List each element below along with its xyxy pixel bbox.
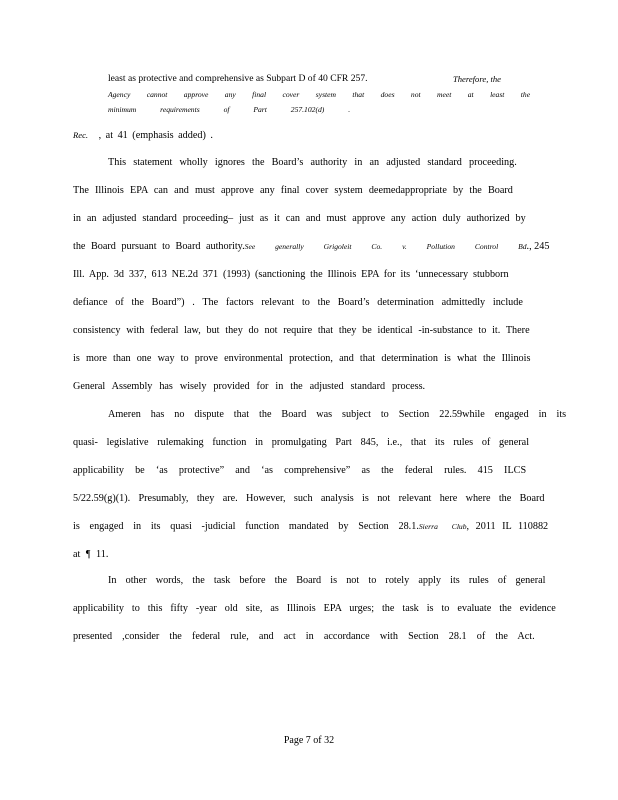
paragraph-line — [108, 409, 567, 421]
paragraph-line — [73, 185, 531, 197]
paragraph-text: , 2011 IL 110882 — [466, 521, 549, 532]
paragraph-line — [73, 213, 543, 225]
paragraph-line — [73, 521, 549, 533]
paragraph-line — [73, 325, 543, 337]
paragraph-text: ., 245 — [526, 241, 550, 252]
paragraph-line — [73, 241, 550, 253]
page-number: Page 7 of 32 — [283, 735, 335, 746]
paragraph-line — [73, 493, 543, 505]
paragraph-line — [73, 353, 543, 365]
paragraph-text: is engaged in its quasi -judicial function mandated by Section 28.1. — [73, 521, 419, 532]
case-citation: See generally Grigoleit Co. v. Pollution Control Bd — [244, 242, 527, 251]
paragraph-text: applicability be ‘as protective” and ‘as comprehensive” as the federal rules. 415 ILCS — [73, 465, 527, 476]
block-quote-emphasis: minimum requirements of Part 257.102(d) . — [108, 105, 351, 114]
block-quote-line — [108, 104, 501, 116]
block-quote-text: least as protective and comprehensive as Subpart D of 40 CFR 257. — [108, 73, 368, 84]
paragraph-text: quasi- legislative rulemaking function in promulgating Part 845, i.e., that its rules of general — [73, 437, 530, 448]
paragraph-text: Ill. App. 3d 337, 613 NE.2d 371 (1993) (sanctioning the Illinois EPA for its ‘unnecessary stubborn — [73, 269, 509, 280]
paragraph-text: is more than one way to prove environmental protection, and that determination is what the Illinois — [73, 353, 531, 364]
paragraph-line — [108, 575, 546, 587]
paragraph-text: in an adjusted standard proceeding– just as it can and must approve any action duly authorized by — [73, 213, 526, 224]
citation-text: , at 41 (emphasis added) . — [98, 130, 213, 141]
paragraph-line — [108, 157, 531, 169]
paragraph-text: This statement wholly ignores the Board’s authority in an adjusted standard proceeding. — [108, 157, 517, 168]
paragraph-text: In other words, the task before the Board is not to rotely apply its rules of general — [108, 575, 546, 586]
paragraph-line — [73, 297, 543, 309]
citation-line — [73, 129, 213, 142]
paragraph-text: The Illinois EPA can and must approve any final cover system deemedappropriate by the Board — [73, 185, 513, 196]
paragraph-line — [73, 603, 556, 615]
paragraph-line — [73, 549, 108, 561]
block-quote-emphasis: Agency cannot approve any final cover system that does not meet at least the — [108, 90, 531, 99]
paragraph-text: the Board pursuant to Board authority. — [73, 241, 245, 252]
paragraph-text: at ¶ 11. — [73, 549, 109, 560]
paragraph-line — [73, 381, 425, 393]
paragraph-text: defiance of the Board”) . The factors relevant to the Board’s determination admittedly include — [73, 297, 523, 308]
paragraph-line — [73, 437, 543, 449]
case-citation: Sierra Club — [418, 522, 467, 531]
paragraph-line — [73, 631, 535, 643]
block-quote-line — [108, 89, 531, 101]
paragraph-text: consistency with federal law, but they do not require that they be identical -in-substance to it. There — [73, 325, 530, 336]
paragraph-text: presented ,consider the federal rule, and act in accordance with Section 28.1 of the Act. — [73, 631, 535, 642]
paragraph-text: Ameren has no dispute that the Board was subject to Section 22.59while engaged in its — [108, 409, 567, 420]
block-quote-line — [108, 73, 501, 85]
paragraph-text: applicability to this fifty -year old site, as Illinois EPA urges; the task is to evaluate the evidence — [73, 603, 556, 614]
paragraph-text: General Assembly has wisely provided for in the adjusted standard process. — [73, 381, 426, 392]
citation-source: Rec. — [73, 130, 89, 140]
block-quote-emphasis: Therefore, the — [452, 74, 501, 84]
paragraph-line — [73, 465, 543, 477]
paragraph-text: 5/22.59(g)(1). Presumably, they are. However, such analysis is not relevant here where the Board — [73, 493, 545, 504]
paragraph-line — [73, 269, 543, 281]
